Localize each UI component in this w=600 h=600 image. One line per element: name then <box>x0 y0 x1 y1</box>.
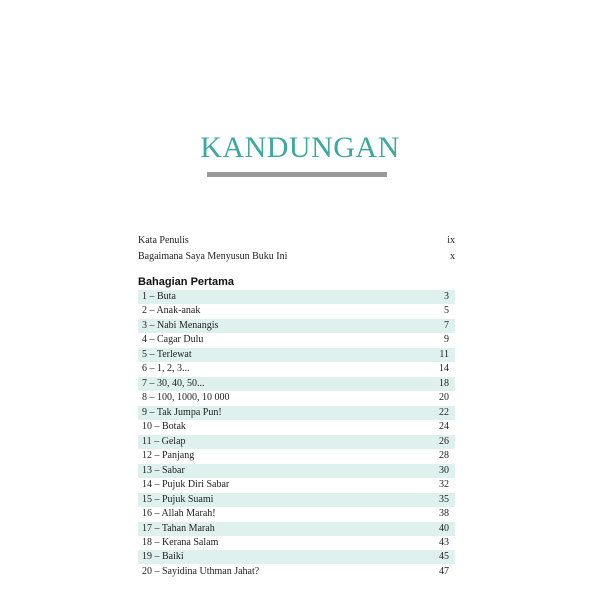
chapter-entry <box>138 304 455 318</box>
chapter-entry <box>138 464 455 478</box>
chapter-title: 14 – Pujuk Diri Sabar <box>142 479 230 491</box>
title-underline-rule <box>207 172 387 177</box>
chapter-title: 9 – Tak Jumpa Pun! <box>142 406 222 418</box>
chapter-entry <box>138 290 455 304</box>
chapter-title: 5 – Terlewat <box>142 348 192 360</box>
chapter-entry <box>138 493 455 507</box>
chapter-list <box>138 290 455 579</box>
chapter-entry <box>138 536 455 550</box>
front-matter-entry <box>138 233 455 249</box>
chapter-entry <box>138 420 455 434</box>
chapter-title: 15 – Pujuk Suami <box>142 493 214 505</box>
entry-label: Kata Penulis <box>138 235 189 246</box>
chapter-page-number: 32 <box>439 479 449 491</box>
page-title: KANDUNGAN <box>200 131 400 164</box>
chapter-title: 4 – Cagar Dulu <box>142 334 204 346</box>
chapter-title: 18 – Kerana Salam <box>142 536 219 548</box>
chapter-title: 20 – Sayidina Uthman Jahat? <box>142 565 260 577</box>
chapter-title: 16 – Allah Marah! <box>142 508 216 520</box>
chapter-page-number: 20 <box>439 392 449 404</box>
entry-page-number: ix <box>447 235 455 246</box>
chapter-title: 17 – Tahan Marah <box>142 522 215 534</box>
chapter-title: 1 – Buta <box>142 291 176 302</box>
chapter-page-number: 18 <box>439 377 449 389</box>
chapter-page-number: 35 <box>439 493 449 505</box>
chapter-title: 11 – Gelap <box>142 435 186 447</box>
chapter-page-number: 3 <box>444 291 449 302</box>
entry-label: Bagaimana Saya Menyusun Buku Ini <box>138 251 288 262</box>
front-matter-list <box>138 233 455 265</box>
chapter-page-number: 40 <box>439 522 449 534</box>
chapter-title: 12 – Panjang <box>142 450 195 462</box>
chapter-entry <box>138 406 455 420</box>
chapter-entry <box>138 550 455 564</box>
chapter-entry <box>138 522 455 536</box>
chapter-page-number: 24 <box>439 421 449 433</box>
chapter-entry <box>138 377 455 391</box>
chapter-title: 7 – 30, 40, 50... <box>142 377 205 389</box>
chapter-entry <box>138 362 455 376</box>
chapter-page-number: 9 <box>444 334 449 346</box>
chapter-page-number: 30 <box>439 464 449 476</box>
chapter-entry <box>138 507 455 521</box>
chapter-page-number: 45 <box>439 551 449 563</box>
chapter-page-number: 43 <box>439 536 449 548</box>
chapter-title: 19 – Baiki <box>142 551 184 563</box>
chapter-page-number: 5 <box>444 305 449 317</box>
chapter-title: 6 – 1, 2, 3... <box>142 363 190 375</box>
chapter-page-number: 28 <box>439 450 449 462</box>
chapter-entry <box>138 319 455 333</box>
chapter-title: 3 – Nabi Menangis <box>142 319 219 331</box>
chapter-entry <box>138 565 455 579</box>
entry-page-number: x <box>450 251 455 262</box>
chapter-title: 8 – 100, 1000, 10 000 <box>142 392 230 404</box>
chapter-title: 13 – Sabar <box>142 464 185 476</box>
front-matter-entry <box>138 249 455 265</box>
chapter-entry <box>138 449 455 463</box>
chapter-entry <box>138 435 455 449</box>
chapter-page-number: 26 <box>439 435 449 447</box>
chapter-page-number: 38 <box>439 508 449 520</box>
chapter-page-number: 11 <box>439 348 449 360</box>
chapter-entry <box>138 478 455 492</box>
section-heading: Bahagian Pertama <box>138 276 234 288</box>
chapter-title: 10 – Botak <box>142 421 186 433</box>
chapter-page-number: 7 <box>444 319 449 331</box>
chapter-entry <box>138 348 455 362</box>
chapter-page-number: 14 <box>439 363 449 375</box>
chapter-page-number: 22 <box>439 406 449 418</box>
chapter-entry <box>138 333 455 347</box>
chapter-title: 2 – Anak-anak <box>142 305 201 317</box>
chapter-page-number: 47 <box>439 565 449 577</box>
chapter-entry <box>138 391 455 405</box>
